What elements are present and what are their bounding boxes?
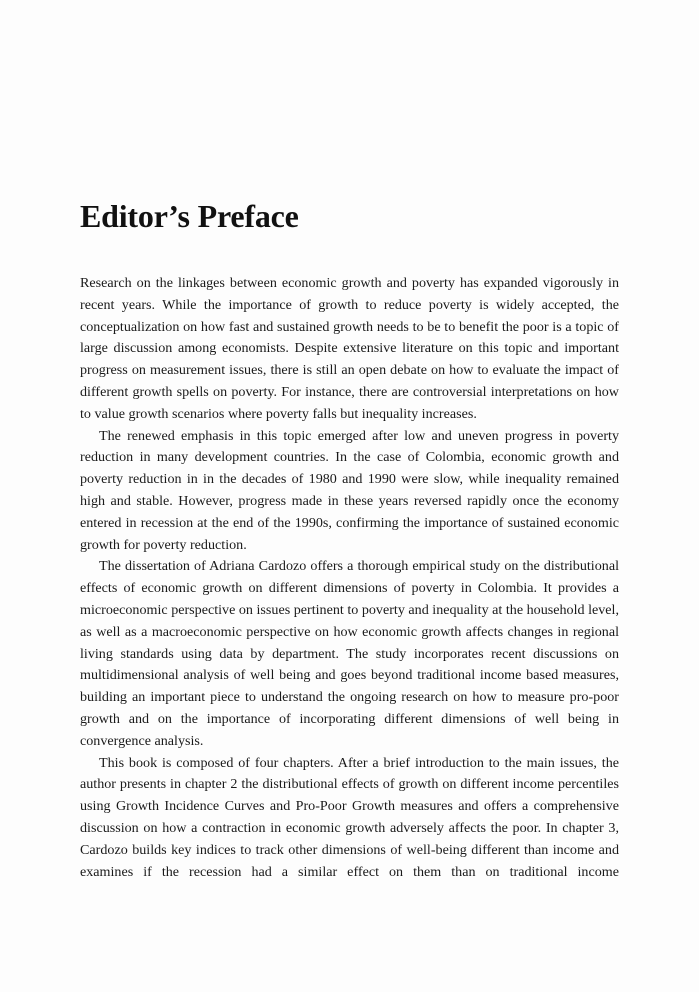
paragraph-1: Research on the linkages between economic growth and poverty has expanded vigorously in recent years. While the importance of growth to reduce poverty is widely accepted, the conceptualization on how fast and sustained growth needs to be to benefit the poor is a topic of large discussion among economists. Despite extensive literature on this topic and important progress on measurement issues, there is still an open debate on how to evaluate the impact of different growth spells on poverty. For instance, there are controversial interpretations on how to value growth scenarios where poverty falls but inequality increases.	[80, 275, 619, 422]
paragraph-3: The dissertation of Adriana Cardozo offers a thorough empirical study on the distributional effects of economic growth on different dimensions of poverty in Colombia. It provides a microeconomic perspective on issues pertinent to poverty and inequality at the household level, as well as a macroeconomic perspective on how economic growth affects changes in regional living standards using data by department. The study incorporates recent discussions on multidimensional analysis of well being and goes beyond traditional income based measures, building an important piece to understand the ongoing research on how to measure pro-poor growth and on the importance of incorporating different dimensions of well being in convergence analysis.	[80, 558, 619, 749]
preface-body	[80, 273, 619, 883]
paragraph-2: The renewed emphasis in this topic emerged after low and uneven progress in poverty reduction in many development countries. In the case of Colombia, economic growth and poverty reduction in in the decades of 1980 and 1990 were slow, while inequality remained high and stable. However, progress made in these years reversed rapidly once the economy entered in recession at the end of the 1990s, confirming the importance of sustained economic growth for poverty reduction.	[80, 427, 619, 553]
chapter-title: Editor’s Preface	[80, 198, 299, 234]
paragraph-4: This book is composed of four chapters. After a brief introduction to the main issues, the author presents in chapter 2 the distributional effects of growth on different income percentiles using Growth Incidence Curves and Pro-Poor Growth measures and offers a comprehensive discussion on how a contraction in economic growth adversely affects the poor. In chapter 3, Cardozo builds key indices to track other dimensions of well-being different than income and examines if the recession had a similar effect on them than on traditional income	[80, 754, 619, 880]
